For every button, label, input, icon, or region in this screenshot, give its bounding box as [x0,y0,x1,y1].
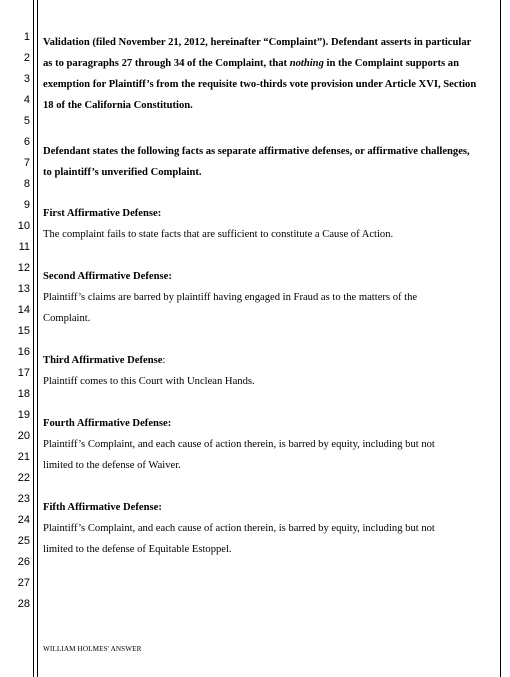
intro-line: as to paragraphs 27 through 34 of the Complaint, that nothing in the Complaint supports an [43,58,459,69]
line-number: 10 [17,220,30,232]
line-number: 22 [17,472,30,484]
line-number: 11 [18,241,30,253]
defense-heading: Fifth Affirmative Defense: [43,502,162,513]
line-number: 5 [23,115,30,127]
defense-text: limited to the defense of Equitable Estoppel. [43,544,232,555]
line-number: 9 [23,199,30,211]
defense-heading: First Affirmative Defense: [43,208,162,219]
statement-line: to plaintiff’s unverified Complaint. [43,167,202,178]
emphasis-nothing: nothing [289,58,324,69]
defense-text: limited to the defense of Waiver. [43,460,181,471]
defense-heading: Fourth Affirmative Defense: [43,418,172,429]
line-number: 1 [23,31,30,43]
line-number: 27 [17,577,30,589]
statement-line: Defendant states the following facts as separate affirmative defenses, or affirmative challenges, [43,146,470,157]
defense-heading: Third Affirmative Defense: [43,355,166,366]
line-number: 17 [17,367,30,379]
line-number: 14 [17,304,30,316]
line-number: 6 [23,136,30,148]
page-footer: WILLIAM HOLMES' ANSWER [43,645,142,653]
line-number: 2 [23,52,30,64]
line-number: 3 [23,73,30,85]
line-number: 18 [17,388,30,400]
line-number: 25 [17,535,30,547]
defense-text: The complaint fails to state facts that are sufficient to constitute a Cause of Action. [43,229,394,240]
line-number: 16 [17,346,30,358]
line-number: 21 [17,451,30,463]
line-number: 19 [17,409,30,421]
line-number: 7 [23,157,30,169]
defense-text: Plaintiff comes to this Court with Unclean Hands. [43,376,255,387]
defense-heading: Second Affirmative Defense: [43,271,172,282]
defense-text: Complaint. [43,313,91,324]
line-number: 12 [17,262,30,274]
defense-text: Plaintiff’s Complaint, and each cause of action therein, is barred by equity, including but not [43,523,435,534]
intro-line: Validation (filed November 21, 2012, hereinafter “Complaint”). Defendant asserts in particular [43,37,472,48]
intro-line: 18 of the California Constitution. [43,100,193,111]
defense-text: Plaintiff’s claims are barred by plaintiff having engaged in Fraud as to the matters of the [43,292,418,303]
line-number: 15 [17,325,30,337]
line-number: 4 [23,94,30,106]
line-number: 23 [17,493,30,505]
line-number: 24 [17,514,30,526]
left-margin-rule-inner [37,0,38,677]
line-number: 28 [17,598,30,610]
line-number: 26 [17,556,30,568]
line-number: 13 [17,283,30,295]
intro-line: exemption for Plaintiff’s from the requisite two-thirds vote provision under Article XVI, Section [43,79,477,90]
line-number: 20 [17,430,30,442]
left-margin-rule-outer [33,0,34,677]
right-margin-rule [500,0,501,677]
defense-text: Plaintiff’s Complaint, and each cause of action therein, is barred by equity, including but not [43,439,435,450]
line-number: 8 [23,178,30,190]
